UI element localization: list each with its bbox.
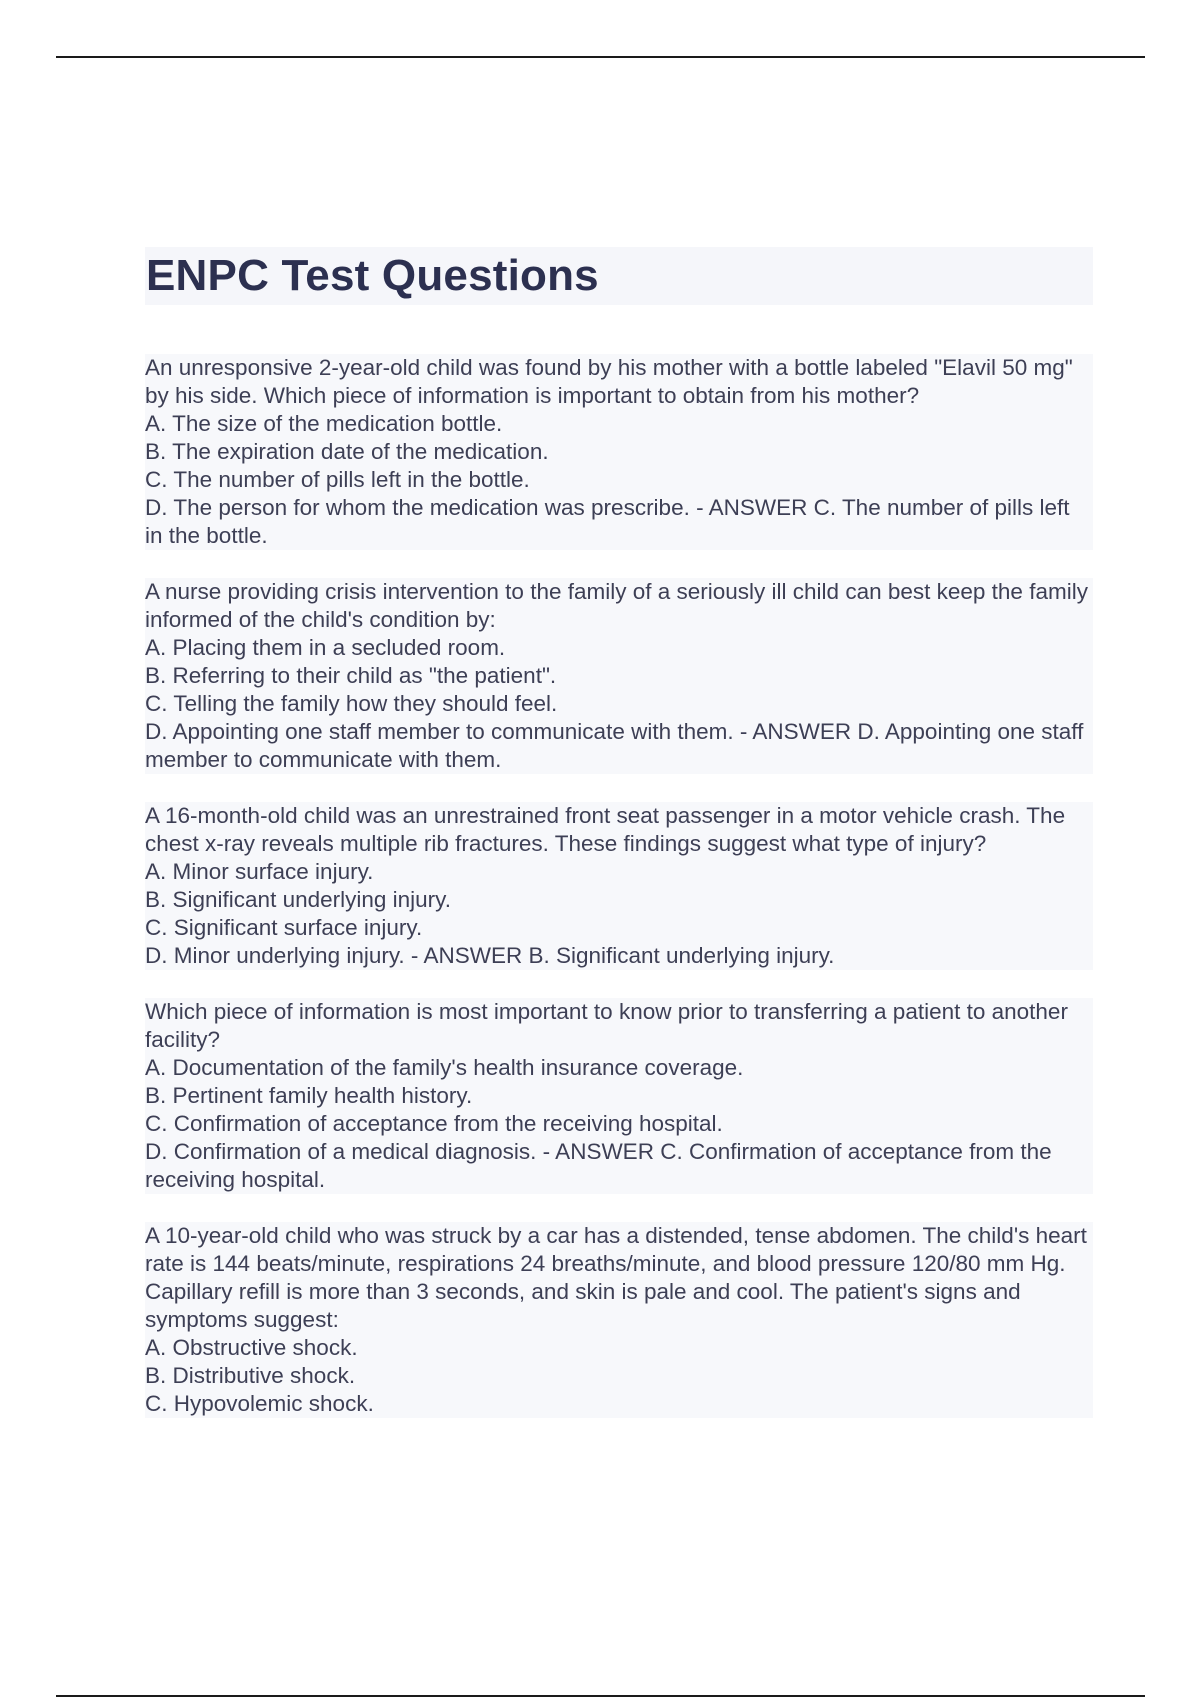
question-block <box>145 354 1093 550</box>
question-block <box>145 1222 1093 1418</box>
answer-option-with-key: D. Appointing one staff member to communicate with them. - ANSWER D. Appointing one staff member to communicate with them. <box>145 718 1093 774</box>
answer-option: C. Significant surface injury. <box>145 914 1093 942</box>
answer-option: A. Obstructive shock. <box>145 1334 1093 1362</box>
question-block <box>145 578 1093 774</box>
answer-option-with-key: D. Confirmation of a medical diagnosis. - ANSWER C. Confirmation of acceptance from the receiving hospital. <box>145 1138 1093 1194</box>
answer-option: A. Placing them in a secluded room. <box>145 634 1093 662</box>
answer-option: B. Pertinent family health history. <box>145 1082 1093 1110</box>
question-stem: Which piece of information is most important to know prior to transferring a patient to another facility? <box>145 998 1093 1054</box>
top-divider <box>56 56 1145 58</box>
answer-option: C. Confirmation of acceptance from the receiving hospital. <box>145 1110 1093 1138</box>
question-stem: An unresponsive 2-year-old child was found by his mother with a bottle labeled "Elavil 50 mg" by his side. Which piece of information is important to obtain from his mother? <box>145 354 1093 410</box>
answer-option: A. Documentation of the family's health insurance coverage. <box>145 1054 1093 1082</box>
answer-option: A. Minor surface injury. <box>145 858 1093 886</box>
answer-option: B. Significant underlying injury. <box>145 886 1093 914</box>
question-stem: A 16-month-old child was an unrestrained front seat passenger in a motor vehicle crash. The chest x-ray reveals multiple rib fractures. These findings suggest what type of injury? <box>145 802 1093 858</box>
answer-option: C. Hypovolemic shock. <box>145 1390 1093 1418</box>
answer-option: B. Referring to their child as "the patient". <box>145 662 1093 690</box>
answer-option: B. The expiration date of the medication. <box>145 438 1093 466</box>
question-stem: A nurse providing crisis intervention to the family of a seriously ill child can best keep the family informed of the child's condition by: <box>145 578 1093 634</box>
answer-option: C. Telling the family how they should feel. <box>145 690 1093 718</box>
answer-option-with-key: D. The person for whom the medication was prescribe. - ANSWER C. The number of pills left in the bottle. <box>145 494 1093 550</box>
question-block <box>145 998 1093 1194</box>
answer-option-with-key: D. Minor underlying injury. - ANSWER B. Significant underlying injury. <box>145 942 1093 970</box>
answer-option: C. The number of pills left in the bottle. <box>145 466 1093 494</box>
title-band <box>145 247 1093 305</box>
answer-option: B. Distributive shock. <box>145 1362 1093 1390</box>
bottom-divider <box>56 1695 1145 1697</box>
page-title: ENPC Test Questions <box>146 251 599 300</box>
question-block <box>145 802 1093 970</box>
answer-option: A. The size of the medication bottle. <box>145 410 1093 438</box>
question-stem: A 10-year-old child who was struck by a car has a distended, tense abdomen. The child's heart rate is 144 beats/minute, respirations 24 breaths/minute, and blood pressure 120/80 mm Hg. Capillary refill is more than 3 seconds, and skin is pale and cool. The patient's signs and symptoms suggest: <box>145 1222 1093 1334</box>
document-body <box>145 247 1093 1446</box>
